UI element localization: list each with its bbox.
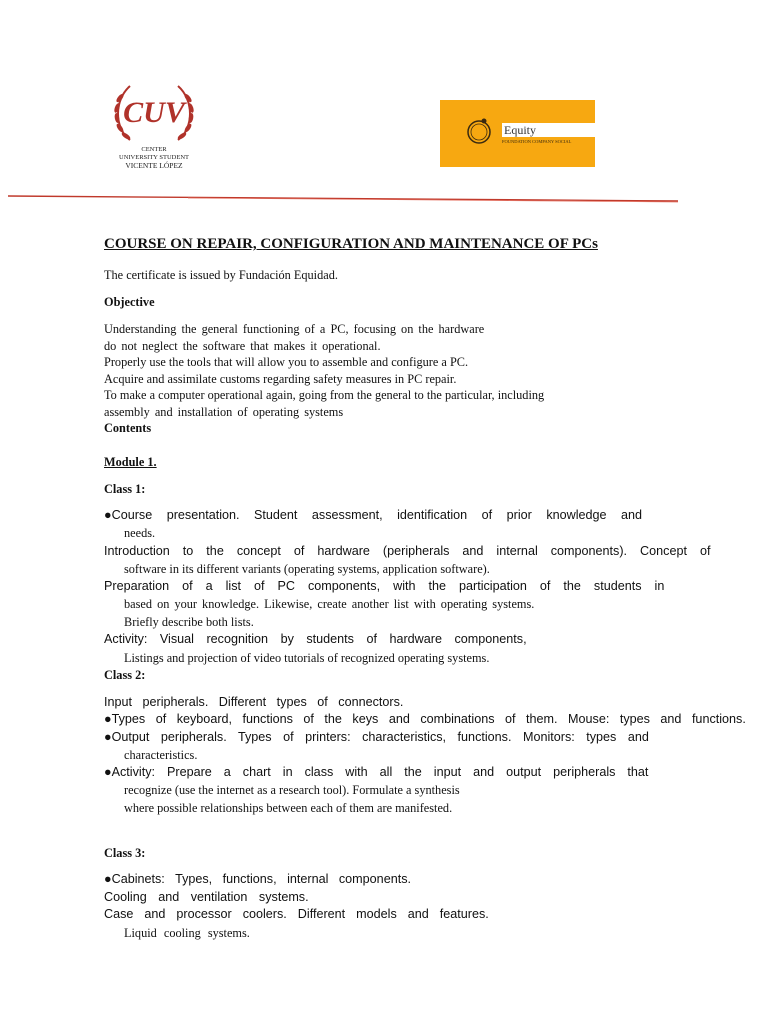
- class1-line-8: Activity: Visual recognition by students of hardware components,: [104, 632, 527, 646]
- university-name: CENTER UNIVERSITY STUDENT VICENTE LÓPEZ: [119, 146, 189, 170]
- laurel-seal-icon: [108, 78, 200, 148]
- class2-line-7: where possible relationships between each of them are manifested.: [124, 801, 453, 815]
- header-divider: [8, 193, 680, 203]
- objective-line: Understanding the general functioning of a PC, focusing on the hardware: [104, 322, 485, 336]
- foundation-logo: [440, 100, 595, 167]
- class1-line-4: software in its different variants (operating systems, application software).: [124, 562, 490, 576]
- class2-line-2: ●Types of keyboard, functions of the keys and combinations of them. Mouse: types and functions.: [104, 712, 746, 726]
- page-title: COURSE ON REPAIR, CONFIGURATION AND MAINTENANCE OF PCs: [104, 236, 598, 252]
- objective-heading: Objective: [104, 295, 155, 309]
- objective-line: To make a computer operational again, going from the general to the particular, including: [104, 388, 545, 402]
- class2-line-3: ●Output peripherals. Types of printers: characteristics, functions. Monitors: types and: [104, 730, 649, 744]
- foundation-tagline: FOUNDATION COMPANY SOCIAL: [502, 139, 572, 144]
- class2-line-5: ●Activity: Prepare a chart in class with all the input and output peripherals that: [104, 765, 649, 779]
- seal-monogram: CUV: [123, 96, 185, 129]
- class2-line-6: recognize (use the internet as a research tool). Formulate a synthesis: [124, 783, 460, 797]
- module-heading: Module 1.: [104, 455, 157, 469]
- ring-emblem-icon: [464, 114, 496, 148]
- class3-line-4: Liquid cooling systems.: [124, 926, 250, 940]
- objective-line: Properly use the tools that will allow you to assemble and configure a PC.: [104, 355, 469, 369]
- class3-line-2: Cooling and ventilation systems.: [104, 890, 309, 904]
- class1-line-3: Introduction to the concept of hardware (peripherals and internal components). Concept of: [104, 544, 711, 558]
- class3-line-3: Case and processor coolers. Different models and features.: [104, 907, 489, 921]
- objective-line: Acquire and assimilate customs regarding safety measures in PC repair.: [104, 372, 457, 386]
- class2-line-4: characteristics.: [124, 748, 198, 762]
- class1-line-2: needs.: [124, 526, 156, 540]
- class3-line-1: ●Cabinets: Types, functions, internal components.: [104, 872, 411, 886]
- objective-line: do not neglect the software that makes it operational.: [104, 339, 381, 353]
- class-heading: Class 3:: [104, 846, 146, 860]
- class1-line-9: Listings and projection of video tutorials of recognized operating systems.: [124, 651, 490, 665]
- objective-line: assembly and installation of operating systems: [104, 405, 344, 419]
- university-logo: [108, 78, 200, 180]
- certificate-note: The certificate is issued by Fundación Equidad.: [104, 268, 338, 282]
- class1-line-6: based on your knowledge. Likewise, create another list with operating systems.: [124, 597, 535, 611]
- class2-line-1: Input peripherals. Different types of connectors.: [104, 695, 404, 709]
- contents-heading: Contents: [104, 421, 152, 435]
- class-heading: Class 2:: [104, 668, 146, 682]
- class1-line-5: Preparation of a list of PC components, with the participation of the students in: [104, 579, 665, 593]
- class-heading: Class 1:: [104, 482, 146, 496]
- class1-line-1: ●Course presentation. Student assessment, identification of prior knowledge and: [104, 508, 643, 522]
- foundation-brand: Equity: [502, 123, 612, 137]
- class1-line-7: Briefly describe both lists.: [124, 615, 254, 629]
